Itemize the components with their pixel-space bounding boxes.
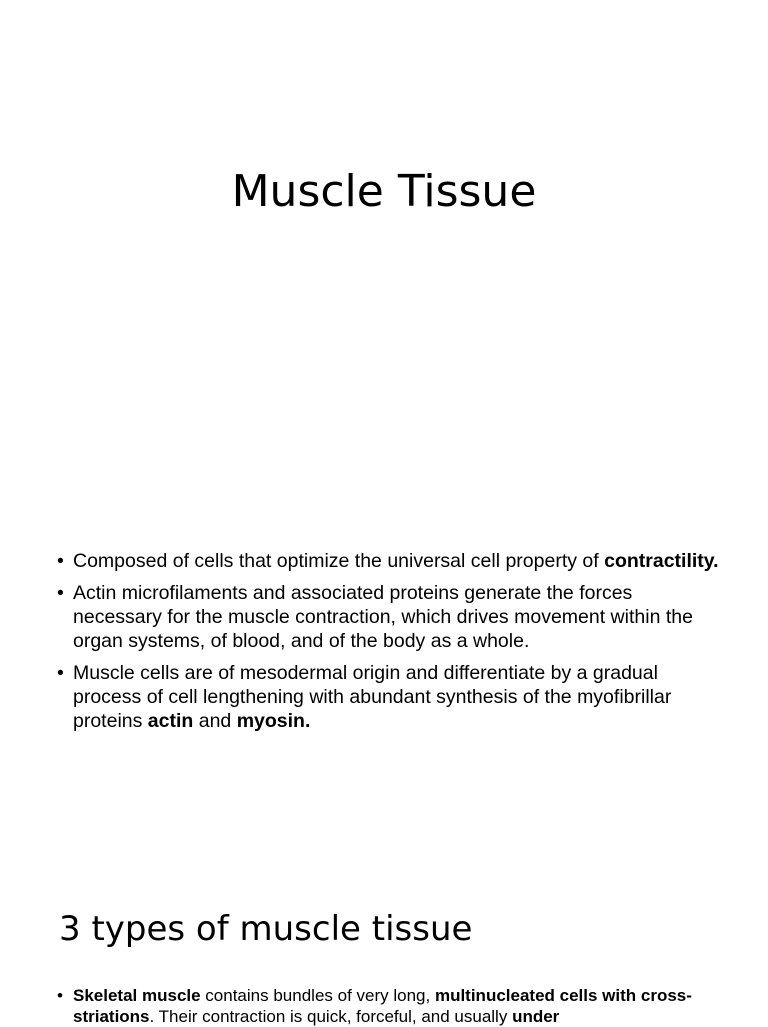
bullet-text: Composed of cells that optimize the universal cell property of: [73, 550, 605, 572]
slide1-bullet-list: [57, 549, 722, 741]
bullet-text: contains bundles of very long,: [200, 986, 435, 1005]
bullet-text-bold: myosin.: [236, 710, 311, 732]
bullet-item: [57, 985, 722, 1027]
bullet-item: [57, 581, 722, 653]
slide-title: Muscle Tissue: [231, 166, 537, 217]
bullet-item: [57, 549, 722, 573]
slide2-bullet-list: [57, 985, 722, 1027]
bullet-text-bold: contractility.: [604, 550, 719, 572]
bullet-text-bold: Skeletal muscle: [73, 986, 201, 1005]
bullet-text: and: [193, 710, 237, 732]
bullet-text-bold: actin: [147, 710, 194, 732]
bullet-text: . Their contraction is quick, forceful, and usually: [149, 1007, 513, 1026]
bullet-item: [57, 661, 722, 733]
bullet-text-bold: multinucleated cells with cross-striations: [73, 986, 692, 1026]
bullet-text-bold: under: [512, 1007, 560, 1026]
bullet-text: Actin microfilaments and associated proteins generate the forces necessary for the muscle contraction, which drives movement within the organ systems, of blood, and of the body as a whole.: [73, 582, 693, 652]
section-title: 3 types of muscle tissue: [59, 909, 473, 949]
bullet-text: Muscle cells are of mesodermal origin and differentiate by a gradual process of cell lengthening with abundant synthesis of the myofibrillar proteins: [73, 662, 672, 732]
